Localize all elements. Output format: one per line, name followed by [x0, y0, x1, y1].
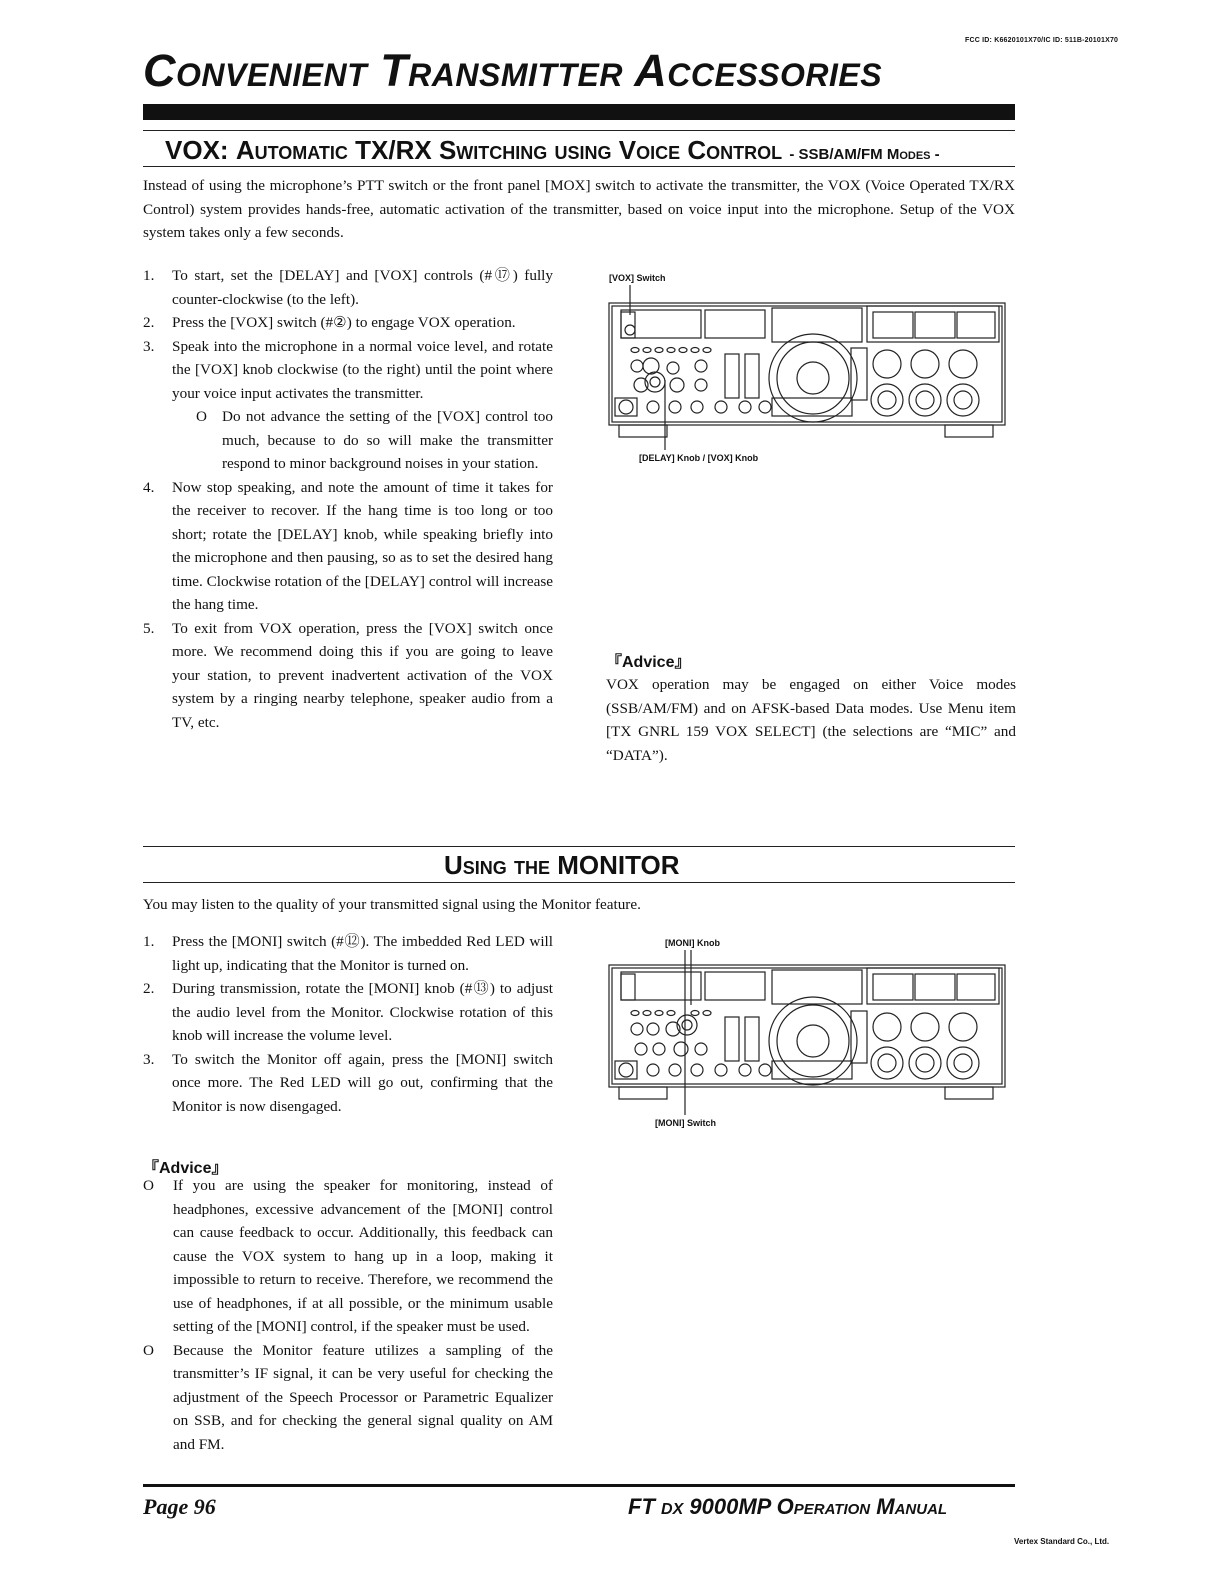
monitor-section-heading: Using the MONITOR [444, 850, 680, 880]
fcc-id: FCC ID: K6620101X70/IC ID: 511B-20101X70 [965, 37, 1119, 44]
vox-section-heading: VOX: Automatic TX/RX Switching using Voice Control - SSB/AM/FM Modes - [165, 135, 940, 165]
monitor-intro-paragraph: You may listen to the quality of your transmitted signal using the Monitor feature. [143, 896, 641, 913]
bullet-circle-icon: O [196, 408, 207, 425]
advice-heading: 『Advice』 [143, 1160, 228, 1177]
list-item: O Because the Monitor feature utilizes a sampling of the transmitter’s IF signal, it can be very useful for checking the adjustment of the Speech Processor or Parametric Equalizer on SSB, and for checking the general signal quality on AM and FM. [143, 1339, 553, 1457]
list-item: 4. Now stop speaking, and note the amount of time it takes for the receiver to recover. If the hang time is too long or too short; rotate the [DELAY] knob, while speaking briefly into the microphone and then pausing, so as to set the desired hang time. Clockwise rotation of the [DELAY] control will increase the hang time. [143, 478, 553, 613]
bullet-circle-icon: O [143, 1341, 154, 1359]
list-item: 1. Press the [MONI] switch (#⑫). The imbedded Red LED will light up, indicating that the Monitor is turned on. [143, 933, 553, 974]
monitor-steps [143, 930, 553, 1118]
moni-knob-label: [MONI] Knob [665, 938, 720, 948]
section-rule [143, 882, 1015, 883]
list-item: 5. To exit from VOX operation, press the [VOX] switch once more. We recommend doing this if you are going to leave your station, to prevent inadvertent activation of the VOX system by a ringing nearby telephone, speaker audio from a TV, etc. [143, 619, 553, 731]
section-rule [143, 846, 1015, 847]
page-title: Convenient Transmitter Accessories [143, 45, 883, 96]
page-number: Page 96 [143, 1494, 216, 1519]
list-item: 2. During transmission, rotate the [MONI] knob (#⑬) to adjust the audio level from the Monitor. Clockwise rotation of this knob will increase the volume level. [143, 980, 553, 1044]
radio-front-panel-figure [597, 935, 1022, 1135]
transceiver-front-panel-icon [597, 935, 1022, 1135]
list-item: 3. Speak into the microphone in a normal voice level, and rotate the [VOX] knob clockwise (to the right) until the point where your voice input activates the transmitter. O Do not advance the setting of the [VOX] control too much, because to do so will make the transmitter respond to minor background noises in your station. [143, 335, 553, 476]
section-rule [143, 166, 1015, 167]
company-name: Vertex Standard Co., Ltd. [1014, 1537, 1110, 1546]
vox-steps [143, 264, 553, 734]
moni-switch-label: [MONI] Switch [655, 1118, 716, 1128]
list-item: 2. Press the [VOX] switch (#②) to engage VOX operation. [143, 314, 516, 331]
bullet-circle-icon: O [143, 1177, 154, 1194]
list-item: 3. To switch the Monitor off again, press the [MONI] switch once more. The Red LED will go out, confirming that the Monitor is now disengaged. [143, 1050, 553, 1115]
advice-heading: 『Advice』 [606, 654, 691, 671]
step-note: O Do not advance the setting of the [VOX] control too much, because to do so will make the transmitter respond to minor background noises in your station. [196, 405, 553, 476]
vox-switch-label: [VOX] Switch [609, 273, 666, 283]
section-rule [143, 130, 1015, 131]
vox-advice-text: VOX operation may be engaged on either Voice modes (SSB/AM/FM) and on AFSK-based Data modes. Use Menu item [TX GNRL 159 VOX SELECT] (the selections are “MIC” and “DATA”). [606, 676, 1016, 764]
monitor-advice-list [143, 1174, 553, 1456]
vox-intro-paragraph: Instead of using the microphone’s PTT switch or the front panel [MOX] switch to activate the transmitter, the VOX (Voice Operated TX/RX Control) system provides hands-free, automatic activation of the transmitter, based on voice input into the microphone. Setup of the VOX system takes only a few seconds. [143, 177, 1015, 241]
delay-vox-knob-label: [DELAY] Knob / [VOX] Knob [639, 453, 759, 463]
title-underline-bar [143, 104, 1015, 120]
radio-front-panel-figure [597, 270, 1022, 470]
manual-title: FT DX 9000MP Operation Manual [628, 1494, 948, 1519]
list-item: O If you are using the speaker for monitoring, instead of headphones, excessive advancement of the [MONI] control can cause feedback to occur. Additionally, this feedback can cause the VOX system to hang up in a loop, making it impossible to return to receive. Therefore, we recommend the use of headphones, if at all possible, or the minimum usable setting of the [MONI] control, if the speaker must be used. [143, 1174, 553, 1339]
footer-rule [143, 1484, 1015, 1487]
list-item: 1. To start, set the [DELAY] and [VOX] controls (#⑰) fully counter-clockwise (to the left). [143, 267, 553, 308]
transceiver-front-panel-icon [597, 270, 1022, 470]
